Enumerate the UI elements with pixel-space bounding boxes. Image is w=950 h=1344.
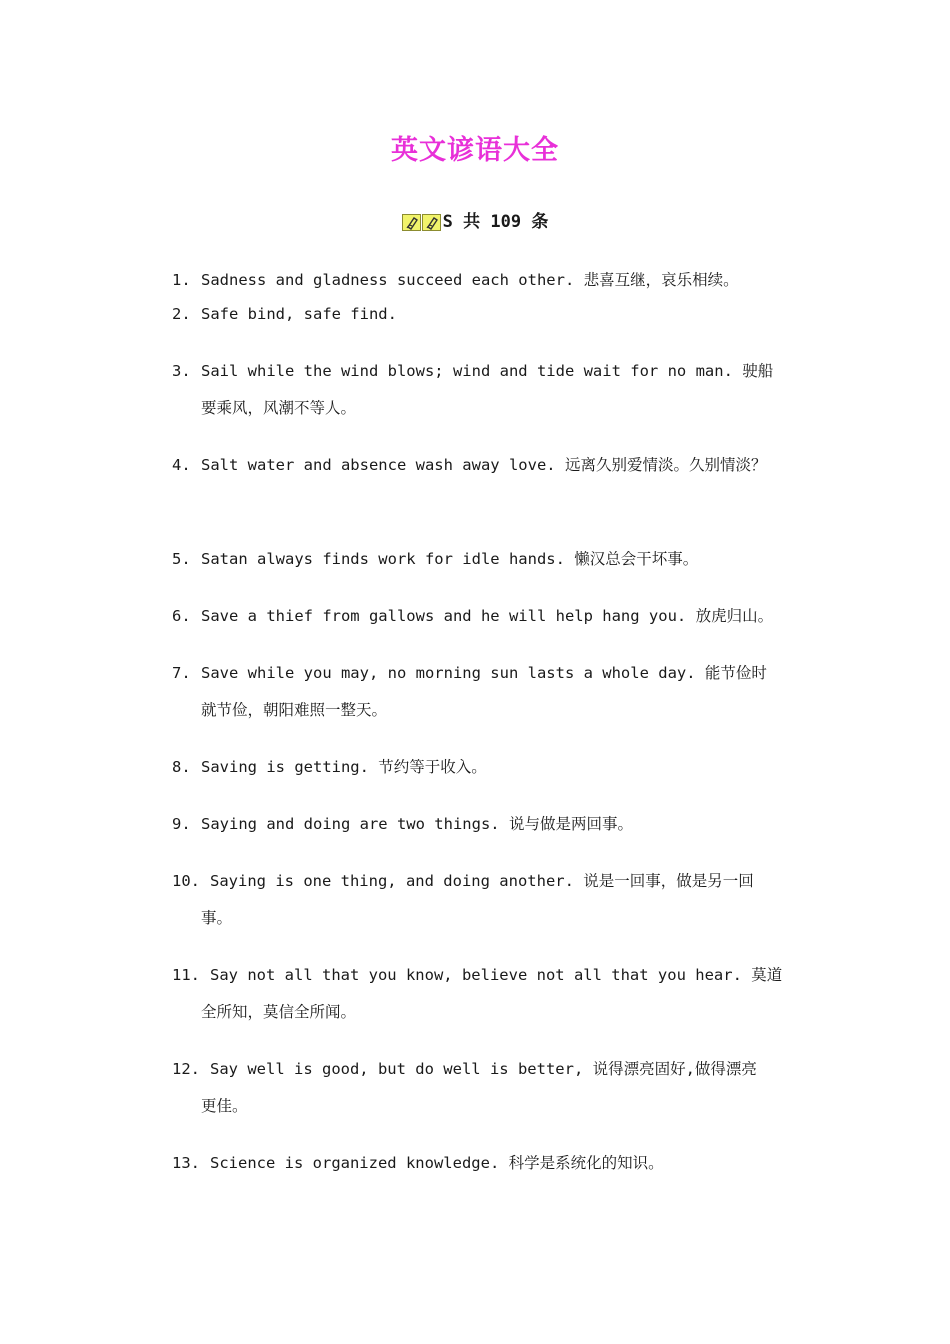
scroll-glyph-icon xyxy=(422,214,441,231)
item-number: 11. xyxy=(172,966,200,984)
item-text: Say well is good, but do well is better, 说得漂亮固好,做得漂亮 xyxy=(210,1060,757,1078)
list-item xyxy=(172,749,832,786)
item-number: 4. xyxy=(172,456,191,474)
list-item xyxy=(172,1051,832,1125)
item-text: Sail while the wind blows; wind and tide wait for no man. 驶船 xyxy=(201,362,774,380)
section-heading xyxy=(0,210,950,234)
item-number: 13. xyxy=(172,1154,200,1172)
item-number: 8. xyxy=(172,758,191,776)
scroll-glyph-icon xyxy=(402,214,442,231)
item-number: 7. xyxy=(172,664,191,682)
item-text: Science is organized knowledge. 科学是系统化的知识。 xyxy=(210,1154,664,1172)
item-text: Save while you may, no morning sun lasts a whole day. 能节俭时 xyxy=(201,664,767,682)
section-heading-text: S 共 109 条 xyxy=(442,212,549,232)
item-text-continued: 更佳。 xyxy=(201,1097,248,1115)
item-number: 5. xyxy=(172,550,191,568)
list-item xyxy=(172,957,832,1031)
item-text-continued: 就节俭，朝阳难照一整天。 xyxy=(201,701,388,719)
list-item xyxy=(172,598,832,635)
item-number: 1. xyxy=(172,271,191,289)
list-item xyxy=(172,806,832,843)
item-text: Salt water and absence wash away love. 远离久别爱情淡。久别情淡？ xyxy=(201,456,767,474)
item-number: 10. xyxy=(172,872,200,890)
item-number: 9. xyxy=(172,815,191,833)
item-number: 12. xyxy=(172,1060,200,1078)
item-text-continued: 全所知，莫信全所闻。 xyxy=(201,1003,357,1021)
list-item xyxy=(172,296,832,333)
item-text-continued: 要乘风，风潮不等人。 xyxy=(201,399,357,417)
list-item xyxy=(172,1145,832,1182)
list-item xyxy=(172,655,832,729)
item-text: Saying is one thing, and doing another. 说是一回事，做是另一回 xyxy=(210,872,754,890)
item-number: 3. xyxy=(172,362,191,380)
list-item xyxy=(172,541,832,578)
item-number: 6. xyxy=(172,607,191,625)
item-text: Sadness and gladness succeed each other. 悲喜互继，哀乐相续。 xyxy=(201,271,739,289)
item-text: Safe bind, safe find. xyxy=(201,305,397,323)
item-number: 2. xyxy=(172,305,191,323)
item-text: Save a thief from gallows and he will help hang you. 放虎归山。 xyxy=(201,607,774,625)
item-text: Satan always finds work for idle hands. 懒汉总会干坏事。 xyxy=(201,550,699,568)
list-item xyxy=(172,863,832,937)
page-title: 英文谚语大全 xyxy=(391,135,559,166)
scroll-glyph-icon xyxy=(402,214,421,231)
list-item xyxy=(172,262,832,299)
item-text: Say not all that you know, believe not all that you hear. 莫道 xyxy=(210,966,783,984)
list-item xyxy=(172,447,832,484)
item-text-continued: 事。 xyxy=(201,909,233,927)
list-item xyxy=(172,353,832,427)
item-text: Saying and doing are two things. 说与做是两回事。 xyxy=(201,815,633,833)
item-text: Saving is getting. 节约等于收入。 xyxy=(201,758,487,776)
